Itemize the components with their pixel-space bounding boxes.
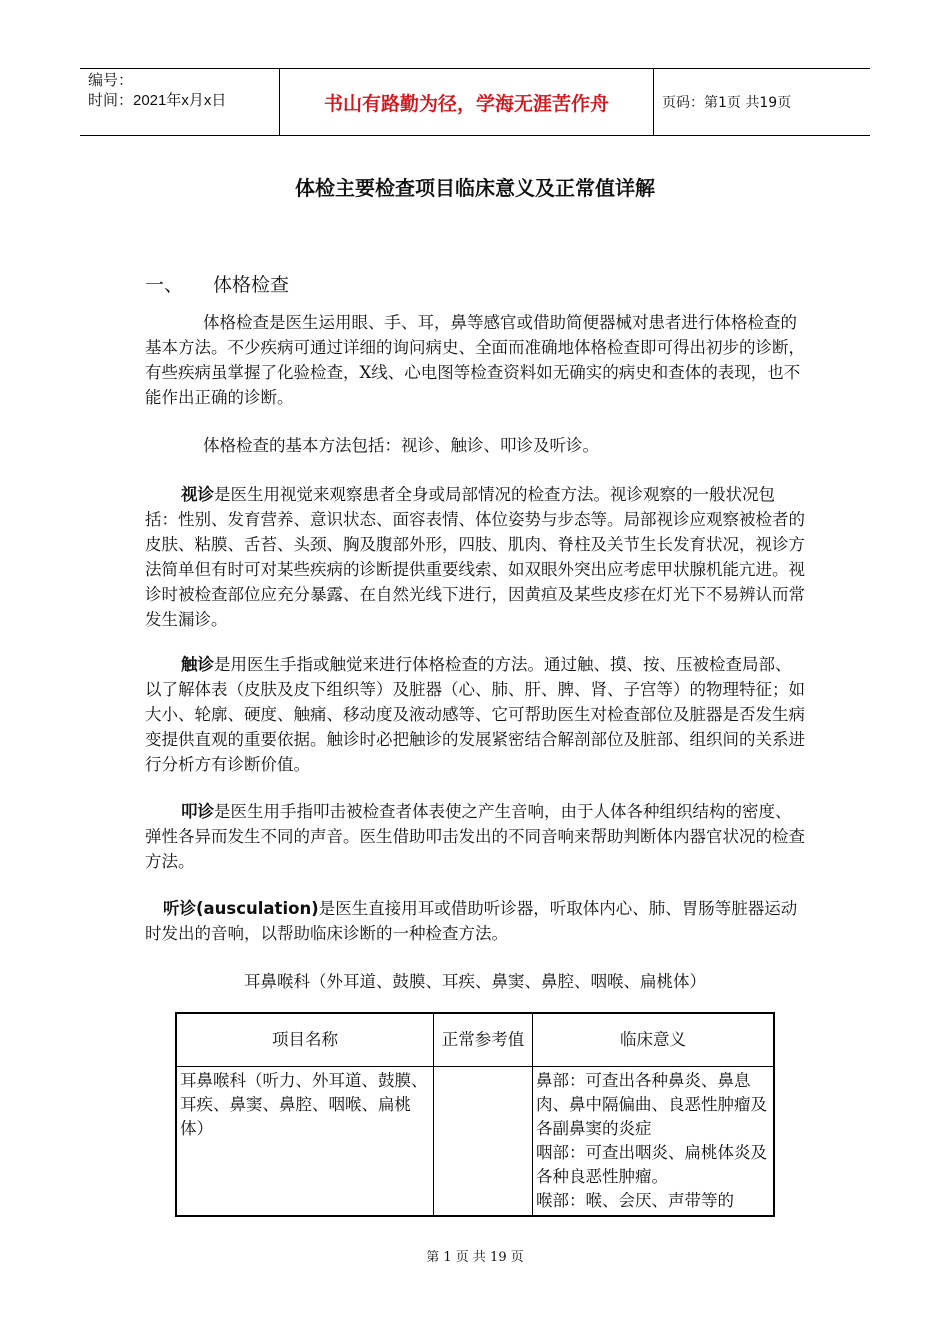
table-header-row bbox=[176, 1013, 774, 1067]
header-item-name: 项目名称 bbox=[176, 1013, 434, 1067]
paragraph-methods: 体格检查的基本方法包括：视诊、触诊、叩诊及听诊。 bbox=[203, 436, 599, 455]
section-number: 一、 bbox=[145, 274, 184, 296]
header-motto: 书山有路勤为径，学海无涯苦作舟 bbox=[280, 69, 654, 135]
meaning-nose: 鼻部：可查出各种鼻炎、鼻息肉、鼻中隔偏曲、良恶性肿瘤及各副鼻窦的炎症 bbox=[536, 1071, 767, 1138]
cell-clinical-meaning bbox=[533, 1067, 775, 1217]
paragraph-auscultation bbox=[145, 896, 805, 946]
header-page-info: 页码：第1页 共19页 bbox=[662, 95, 792, 111]
page-header bbox=[80, 68, 870, 136]
text-inspection: 是医生用视觉来观察患者全身或局部情况的检查方法。视诊观察的一般状况包括：性别、发育营养、意识状态、面容表情、体位姿势与步态等。局部视诊应观察被检者的皮肤、粘膜、舌苔、头颈、胸及腹部外形，四肢、肌肉、脊柱及关节生长发育状况，视诊方法简单但有时可对某些疾病的诊断提供重要线索、如双眼外突出应考虑甲状腺机能亢进。视诊时被检查部位应充分暴露、在自然光线下进行，因黄疸及某些皮疹在灯光下不易辨认而常发生漏诊。 bbox=[145, 485, 805, 629]
term-palpation: 触诊 bbox=[181, 655, 214, 674]
ent-table bbox=[175, 1012, 775, 1217]
paragraph-percussion bbox=[145, 799, 805, 874]
text-auscultation: 是医生直接用耳或借助听诊器，听取体内心、肺、胃肠等脏器运动时发出的音响，以帮助临床诊断的一种检查方法。 bbox=[145, 899, 798, 943]
term-auscultation: 听诊(ausculation) bbox=[163, 899, 319, 918]
number-label: 编号： bbox=[88, 72, 134, 89]
table-row bbox=[176, 1067, 774, 1217]
text-palpation: 是用医生手指或触觉来进行体格检查的方法。通过触、摸、按、压被检查局部、以了解体表（皮肤及皮下组织等）及脏器（心、肺、肝、脾、肾、子宫等）的物理特征；如大小、轮廓、硬度、触痛、移动度及液动感等、它可帮助医生对检查部位及脏器是否发生病变提供直观的重要依据。触诊时必把触诊的发展紧密结合解剖部位及脏部、组织间的关系进行分析方有诊断价值。 bbox=[145, 655, 805, 774]
header-meta bbox=[80, 69, 280, 135]
header-clinical-meaning: 临床意义 bbox=[533, 1013, 775, 1067]
term-percussion: 叩诊 bbox=[181, 802, 214, 821]
cell-item-name: 耳鼻喉科（听力、外耳道、鼓膜、耳疾、鼻窦、鼻腔、咽喉、扁桃体） bbox=[176, 1067, 434, 1217]
paragraph-palpation bbox=[145, 652, 805, 777]
header-normal-value: 正常参考值 bbox=[434, 1013, 533, 1067]
paragraph-intro: 体格检查是医生运用眼、手、耳，鼻等感官或借助简便器械对患者进行体格检查的基本方法。不少疾病可通过详细的询问病史、全面而准确地体格检查即可得出初步的诊断，有些疾病虽掌握了化验检查，X线、心电图等检查资料如无确实的病史和查体的表现，也不能作出正确的诊断。 bbox=[145, 313, 805, 407]
text-percussion: 是医生用手指叩击被检查者体表使之产生音响，由于人体各种组织结构的密度、弹性各异而发生不同的声音。医生借助叩击发出的不同音响来帮助判断体内器官状况的检查方法。 bbox=[145, 802, 805, 871]
section-heading bbox=[145, 270, 289, 297]
table-caption: 耳鼻喉科（外耳道、鼓膜、耳疾、鼻窦、鼻腔、咽喉、扁桃体） bbox=[244, 972, 706, 991]
meaning-larynx: 喉部：喉、会厌、声带等的 bbox=[536, 1191, 734, 1210]
term-inspection: 视诊 bbox=[181, 485, 214, 504]
document-title: 体检主要检查项目临床意义及正常值详解 bbox=[295, 176, 655, 200]
section-title: 体格检查 bbox=[213, 274, 290, 296]
paragraph-inspection bbox=[145, 482, 805, 632]
time-label: 时间：2021年x月x日 bbox=[88, 92, 227, 109]
cell-normal-value bbox=[434, 1067, 533, 1217]
page-footer: 第 1 页 共 19 页 bbox=[426, 1250, 524, 1265]
meaning-pharynx: 咽部：可查出咽炎、扁桃体炎及各种良恶性肿瘤。 bbox=[536, 1143, 767, 1186]
